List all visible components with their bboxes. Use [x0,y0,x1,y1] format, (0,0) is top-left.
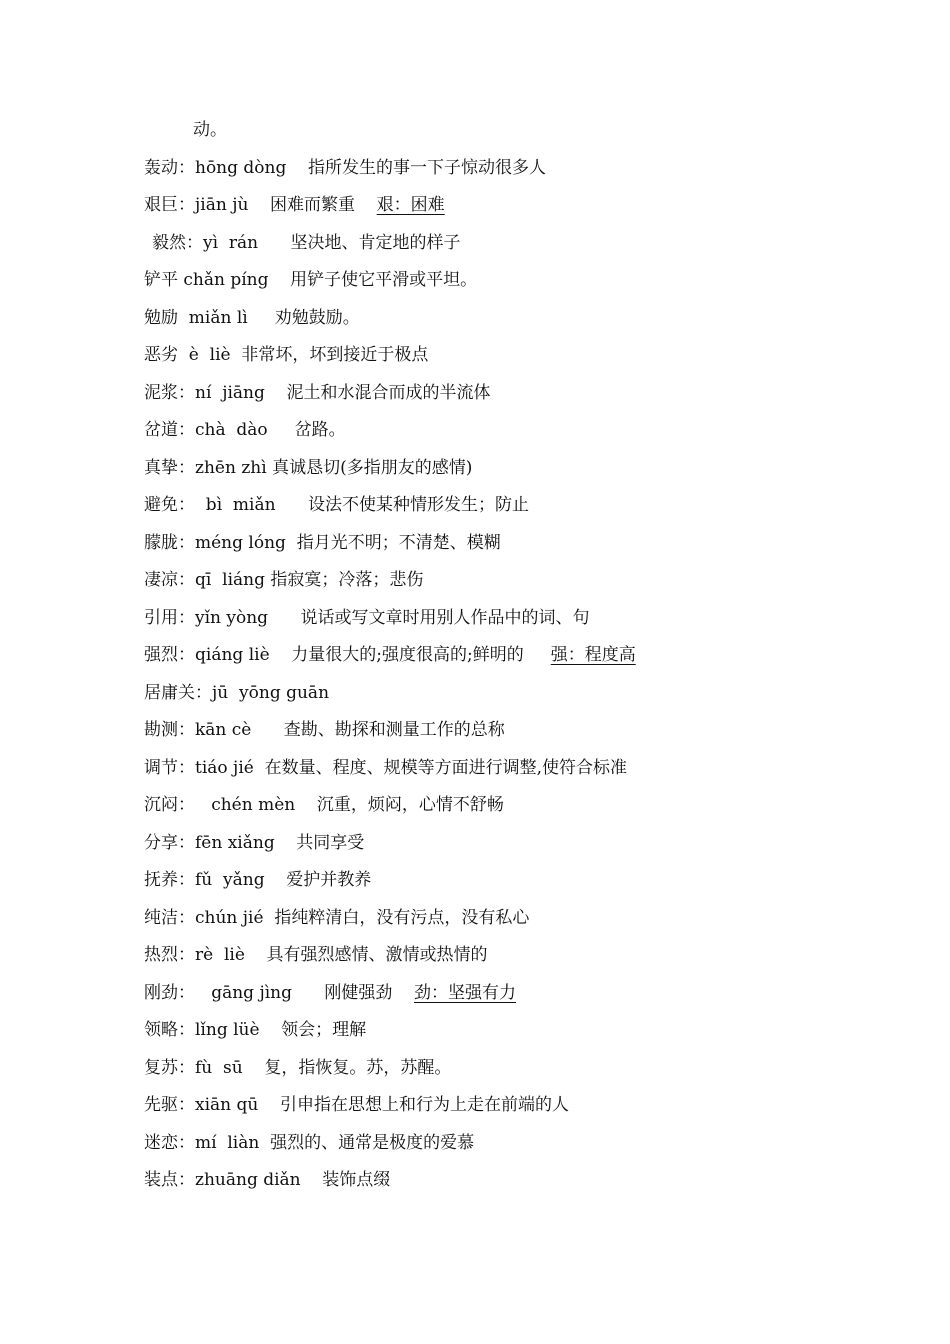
vocab-entry [144,793,504,817]
vocab-entry [144,718,505,742]
vocab-entry [144,981,516,1005]
entry-text: 勉励 miǎn lì 劝勉鼓励。 [144,308,360,328]
vocab-entry [144,306,360,330]
vocab-entry [144,268,477,292]
entry-text: 居庸关：jū yōng guān [144,683,330,703]
vocab-entry [144,418,346,442]
vocab-entry [144,1018,366,1042]
vocab-entry [144,831,364,855]
entry-text: 岔道：chà dào 岔路。 [144,420,346,440]
vocab-entry [144,1168,390,1192]
vocab-entry [144,1131,474,1155]
entry-text: 分享：fēn xiǎng 共同享受 [144,833,365,853]
vocab-entry [144,868,371,892]
entry-text: 先驱：xiān qū 引申指在思想上和行为上走在前端的人 [144,1095,569,1115]
vocab-entry [144,906,529,930]
entry-text: 凄凉：qī liáng 指寂寞；冷落；悲伤 [144,570,424,590]
entry-text: 避免： bì miǎn 设法不使某种情形发生；防止 [144,495,529,515]
entry-note: 艰：困难 [376,195,445,215]
entry-text: 毅然：yì rán 坚决地、肯定地的样子 [152,233,461,253]
entry-text: 动。 [193,120,227,140]
vocab-entry [144,1093,569,1117]
entry-note: 强：程度高 [550,645,636,665]
entry-text: 热烈：rè liè 具有强烈感情、激情或热情的 [144,945,488,965]
entry-text: 真挚：zhēn zhì 真诚恳切(多指朋友的感情) [144,458,473,478]
vocab-entry [144,531,501,555]
entry-text: 轰动：hōng dòng 指所发生的事一下子惊动很多人 [144,158,546,178]
entry-note: 劲：坚强有力 [414,983,517,1003]
vocab-entry [144,1056,451,1080]
vocab-entry [144,381,490,405]
vocab-entry [144,568,423,592]
entry-text: 强烈：qiáng liè 力量很大的;强度很高的;鲜明的 [144,645,551,665]
entry-text: 泥浆：ní jiāng 泥土和水混合而成的半流体 [144,383,491,403]
entry-text: 铲平 chǎn píng 用铲子使它平滑或平坦。 [144,270,478,290]
vocab-entry [144,343,428,367]
vocab-entry [144,193,445,217]
entry-text: 引用：yǐn yòng 说话或写文章时用别人作品中的词、句 [144,608,590,628]
entry-text: 抚养：fǔ yǎng 爱护并教养 [144,870,372,890]
entry-text: 调节：tiáo jié 在数量、程度、规模等方面进行调整,使符合标准 [144,758,628,778]
vocab-entry [144,456,472,480]
entry-text: 迷恋：mí liàn 强烈的、通常是极度的爱慕 [144,1133,475,1153]
entry-text: 纯洁：chún jié 指纯粹清白，没有污点，没有私心 [144,908,530,928]
vocab-entry [144,156,546,180]
entry-continuation [193,118,227,142]
entry-text: 恶劣 è liè 非常坏，坏到接近于极点 [144,345,429,365]
vocab-entry [144,681,329,705]
entry-text: 沉闷： chén mèn 沉重，烦闷，心情不舒畅 [144,795,504,815]
entry-text: 复苏：fù sū 复，指恢复。苏，苏醒。 [144,1058,452,1078]
entry-text: 刚劲： gāng jìng 刚健强劲 [144,983,415,1003]
vocab-entry [144,493,529,517]
entry-text: 勘测：kān cè 查勘、勘探和测量工作的总称 [144,720,505,740]
entry-text: 领略：lǐng lüè 领会；理解 [144,1020,367,1040]
vocab-entry [144,756,627,780]
entry-text: 装点：zhuāng diǎn 装饰点缀 [144,1170,391,1190]
vocab-entry [152,231,460,255]
vocab-entry [144,606,590,630]
vocab-entry [144,643,636,667]
entry-text: 朦胧：méng lóng 指月光不明；不清楚、模糊 [144,533,501,553]
entry-text: 艰巨：jiān jù 困难而繁重 [144,195,377,215]
vocab-entry [144,943,488,967]
